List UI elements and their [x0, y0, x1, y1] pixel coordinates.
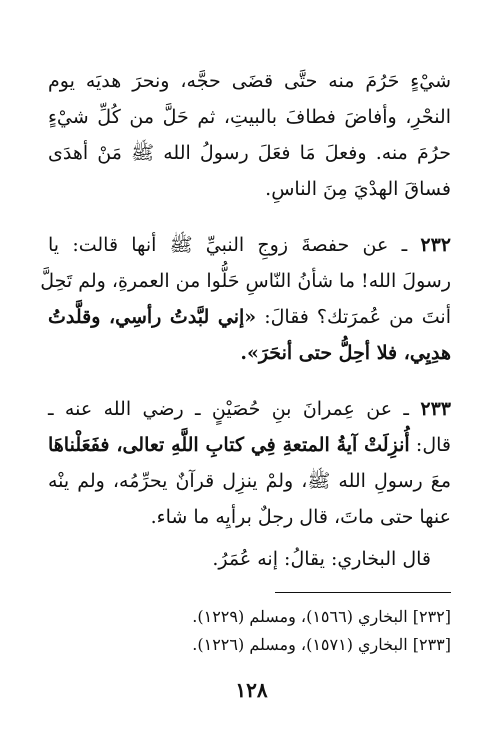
footnote: [٢٣٢] البخاري (١٥٦٦)، ومسلم (١٢٢٩).	[192, 607, 451, 626]
hadith-quote: أُنزِلَتْ آيةُ المتعةِ فِي كتابِ اللَّهِ تعالى، ففَعَلْناهَا	[48, 434, 410, 456]
text-line: رسولَ الله! ما شأنُ النّاسِ حَلُّوا من العمرةِ، ولم تَحِلَّ	[40, 270, 451, 292]
hadith-number: ٢٣٣	[420, 398, 451, 420]
hadith-233-line	[48, 432, 451, 458]
text-line: شيْءٍ حَرُمَ منه حتَّى قضَى حجَّه، ونحرَ هديَه يوم	[48, 70, 451, 92]
footnote-divider	[275, 592, 451, 593]
footnote: [٢٣٣] البخاري (١٥٧١)، ومسلم (١٢٢٦).	[192, 635, 451, 654]
hadith-233-line	[48, 396, 451, 422]
hadith-232-line	[48, 232, 451, 258]
text-line: عنها حتى ماتَ، قال رجلٌ برأيِه ما شاء.	[150, 506, 451, 528]
hadith-quote: هدِيِي، فلا أحِلُّ حتى أنحَرَ».	[240, 342, 451, 364]
hadith-232-line	[48, 304, 451, 330]
text-line: النحْرِ، وأفاضَ فطافَ بالبيتِ، ثم حَلَّ من كُلِّ شيْءٍ	[48, 106, 451, 128]
text-span: أنتَ من عُمرَتك؟ فقالَ:	[256, 306, 451, 328]
text-span: ـ عن حفصةَ زوجِ النبيِّ ﷺ أنها قالت: يا	[48, 234, 421, 256]
text-line: حرُمَ منه. وفعلَ مَا فعَلَ رسولُ الله ﷺ مَنْ أهدَى	[48, 142, 451, 164]
text-span: قال:	[409, 434, 451, 456]
page-number: ١٢٨	[235, 678, 268, 702]
hadith-number: ٢٣٢	[420, 234, 451, 256]
text-line: فساقَ الهدْيَ مِنَ الناسِ.	[265, 178, 451, 200]
bukhari-note: قال البخاري: يقالُ: إنه عُمَرُ.	[212, 548, 431, 570]
text-line: معَ رسولِ الله ﷺ، ولمْ ينزِل قرآنٌ يحرِّمُه، ولم ينْه	[48, 470, 451, 492]
text-span: ـ عن عِمرانَ بنِ حُصَيْنٍ ـ رضي الله عنه ـ	[48, 398, 421, 420]
hadith-quote: «إني لبَّدتُ رأسِي، وقلَّدتُ	[48, 306, 257, 328]
